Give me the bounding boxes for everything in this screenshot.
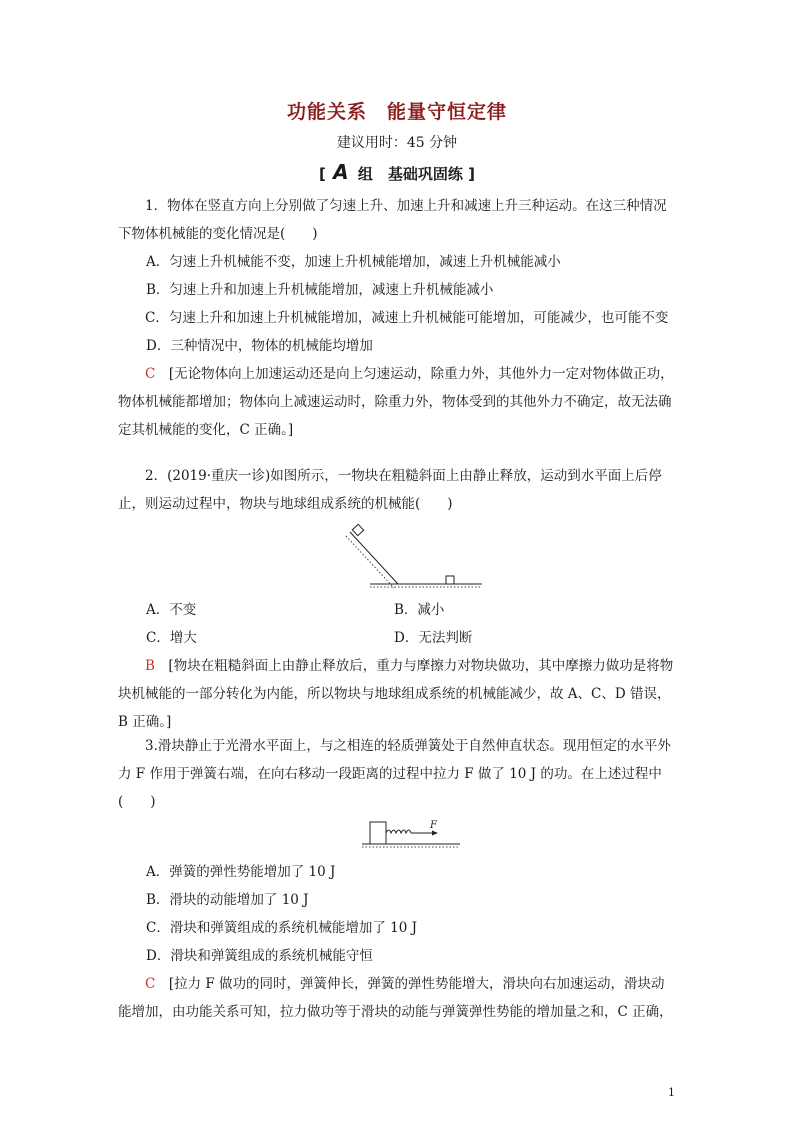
block-on-incline: [352, 524, 363, 535]
incline-line: [350, 532, 398, 584]
question-2: [118, 462, 676, 518]
q3-option-a: A．弹簧的弹性势能增加了 10 J: [146, 864, 336, 880]
bracket-open: [: [319, 165, 326, 183]
question-3: [118, 732, 676, 816]
q2-answer-text: [物块在粗糙斜面上由静止释放后，重力与摩擦力对物块做功，其中摩擦力做功是将物块机械能的一部分转化为内能，所以物块与地球组成系统的机械能减少，故 A、C、D 错误，B 正确。]: [118, 658, 674, 730]
q2-option-d: D．无法判断: [394, 630, 473, 646]
q2-answer-letter: B: [145, 658, 155, 674]
q1-option-c: C．匀速上升和加速上升机械能增加，减速上升机械能可能增加，可能减少，也可能不变: [145, 310, 669, 326]
q1-option-d: D．三种情况中，物体的机械能均增加: [146, 338, 373, 354]
group-header: [0, 160, 794, 184]
force-label: F: [430, 820, 437, 831]
spring-coil: [386, 830, 411, 833]
q2-options: [118, 596, 676, 736]
q2-answer: [118, 652, 676, 736]
q1-option-b: B．匀速上升和加速上升机械能增加，减速上升机械能减小: [146, 282, 494, 298]
q3-option-c: C．滑块和弹簧组成的系统机械能增加了 10 J: [146, 920, 418, 936]
q3-option-d: D．滑块和弹簧组成的系统机械能守恒: [146, 948, 373, 964]
q2-option-a: A．不变: [146, 602, 197, 618]
bracket-close: ]: [468, 165, 475, 183]
q2-option-b: B．减小: [394, 602, 445, 618]
group-label: 组 基础巩固练: [357, 165, 463, 183]
q3-stem: 3.滑块静止于光滑水平面上，与之相连的轻质弹簧处于自然伸直状态。现用恒定的水平外力 F 作用于弹簧右端，在向右移动一段距离的过程中拉力 F 做了 10 J 的功。在上述过程中( ): [118, 738, 671, 810]
block-on-ground: [446, 576, 454, 584]
q3-options: [118, 858, 676, 1026]
question-1: [118, 192, 676, 444]
q1-option-a: A．匀速上升机械能不变，加速上升机械能增加，减速上升机械能减小: [146, 254, 561, 270]
q1-answer: [118, 360, 676, 444]
group-letter: A: [333, 160, 349, 184]
page-title: 功能关系 能量守恒定律: [286, 101, 507, 123]
q1-stem: 1．物体在竖直方向上分别做了匀速上升、加速上升和减速上升三种运动。在这三种情况下物体机械能的变化情况是( ): [118, 198, 667, 242]
q2-stem: 2．(2019·重庆一诊)如图所示，一物块在粗糙斜面上由静止释放，运动到水平面上后停止，则运动过程中，物块与地球组成系统的机械能( ): [118, 468, 662, 512]
q1-answer-text: [无论物体向上加速运动还是向上匀速运动，除重力外，其他外力一定对物体做正功，物体机械能都增加；物体向上减速运动时，除重力外，物体受到的其他外力不确定，故无法确定其机械能的变化，C 正确。]: [118, 366, 674, 438]
spring-figure: [360, 816, 464, 856]
q2-option-c: C．增大: [146, 630, 197, 646]
page-number: 1: [668, 1086, 675, 1099]
q3-answer: [118, 970, 676, 1026]
suggested-time: 建议用时：45 分钟: [336, 135, 458, 151]
incline-figure: [340, 522, 490, 594]
force-arrowhead: [432, 831, 438, 836]
slider-block: [370, 822, 386, 844]
q3-answer-text: [拉力 F 做功的同时，弹簧伸长，弹簧的弹性势能增大，滑块向右加速运动，滑块动能增加，由功能关系可知，拉力做功等于滑块的动能与弹簧弹性势能的增加量之和，C 正确，: [118, 976, 673, 1020]
incline-hatch: [346, 536, 394, 588]
q3-option-b: B．滑块的动能增加了 10 J: [146, 892, 309, 908]
q3-answer-letter: C: [145, 976, 156, 992]
q1-answer-letter: C: [145, 366, 156, 382]
